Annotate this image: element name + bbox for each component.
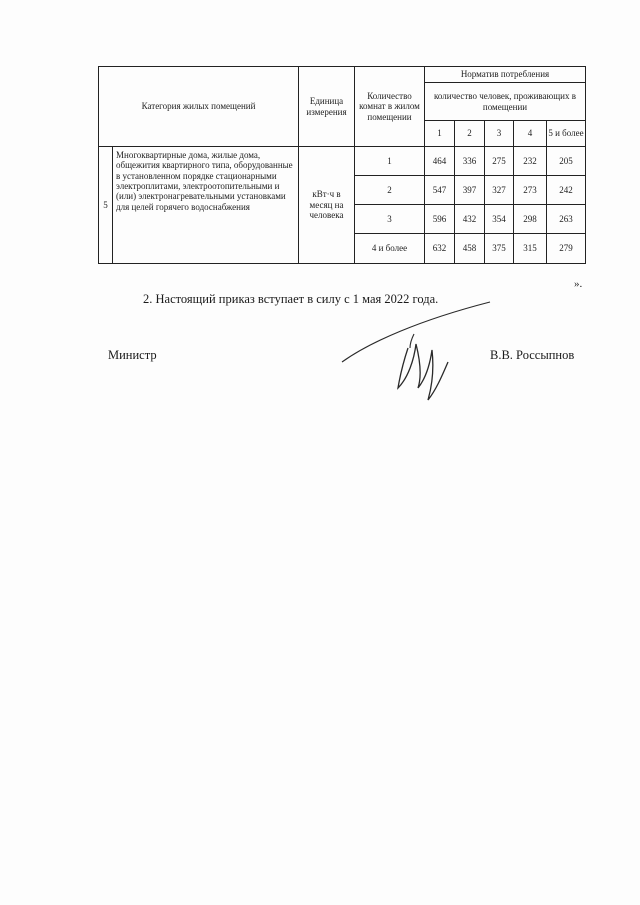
persons-column-4: 4 — [514, 121, 547, 147]
norm-value-cell: 242 — [547, 176, 586, 205]
norm-value-cell: 432 — [455, 205, 485, 234]
norm-value-cell: 232 — [514, 147, 547, 176]
norm-value-cell: 596 — [425, 205, 455, 234]
norm-value-cell: 263 — [547, 205, 586, 234]
persons-column-2: 2 — [455, 121, 485, 147]
table-row — [99, 147, 586, 176]
persons-column-1: 1 — [425, 121, 455, 147]
rooms-cell: 3 — [355, 205, 425, 234]
persons-column-3: 3 — [485, 121, 514, 147]
signature-tick — [410, 334, 414, 348]
rooms-cell: 1 — [355, 147, 425, 176]
signature-sweep — [342, 302, 490, 362]
norm-value-cell: 464 — [425, 147, 455, 176]
norm-value-cell: 205 — [547, 147, 586, 176]
consumption-norms-table — [98, 66, 586, 264]
norm-value-cell: 547 — [425, 176, 455, 205]
rooms-cell: 4 и более — [355, 234, 425, 264]
norm-value-cell: 315 — [514, 234, 547, 264]
persons-column-5-plus: 5 и более — [547, 121, 586, 147]
category-description: Многоквартирные дома, жилые дома, общежития квартирного типа, оборудованные в установленном порядке стационарными электроплитами, электроотопительными и (или) электронагревательными установками для целей горячего водоснабжения — [113, 147, 299, 264]
header-norms: Норматив потребления — [425, 67, 586, 83]
norm-value-cell: 298 — [514, 205, 547, 234]
norm-value-cell: 279 — [547, 234, 586, 264]
norm-value-cell: 375 — [485, 234, 514, 264]
closing-quote: ». — [574, 278, 583, 290]
signature-body — [398, 344, 448, 400]
row-number: 5 — [99, 147, 113, 264]
signatory-position: Министр — [108, 348, 157, 362]
signatory-name: В.В. Россыпнов — [490, 348, 575, 362]
unit-cell: кВт·ч в месяц на человека — [299, 147, 355, 264]
norm-value-cell: 327 — [485, 176, 514, 205]
paragraph-2: 2. Настоящий приказ вступает в силу с 1 мая 2022 года. — [143, 292, 439, 306]
norm-value-cell: 273 — [514, 176, 547, 205]
header-persons: количество человек, проживающих в помещении — [425, 83, 586, 121]
norm-value-cell: 336 — [455, 147, 485, 176]
norm-value-cell: 354 — [485, 205, 514, 234]
header-unit: Единица измерения — [299, 67, 355, 147]
header-category: Категория жилых помещений — [99, 67, 299, 147]
norm-value-cell: 397 — [455, 176, 485, 205]
norm-value-cell: 458 — [455, 234, 485, 264]
header-rooms: Количество комнат в жилом помещении — [355, 67, 425, 147]
norm-value-cell: 632 — [425, 234, 455, 264]
rooms-cell: 2 — [355, 176, 425, 205]
norm-value-cell: 275 — [485, 147, 514, 176]
